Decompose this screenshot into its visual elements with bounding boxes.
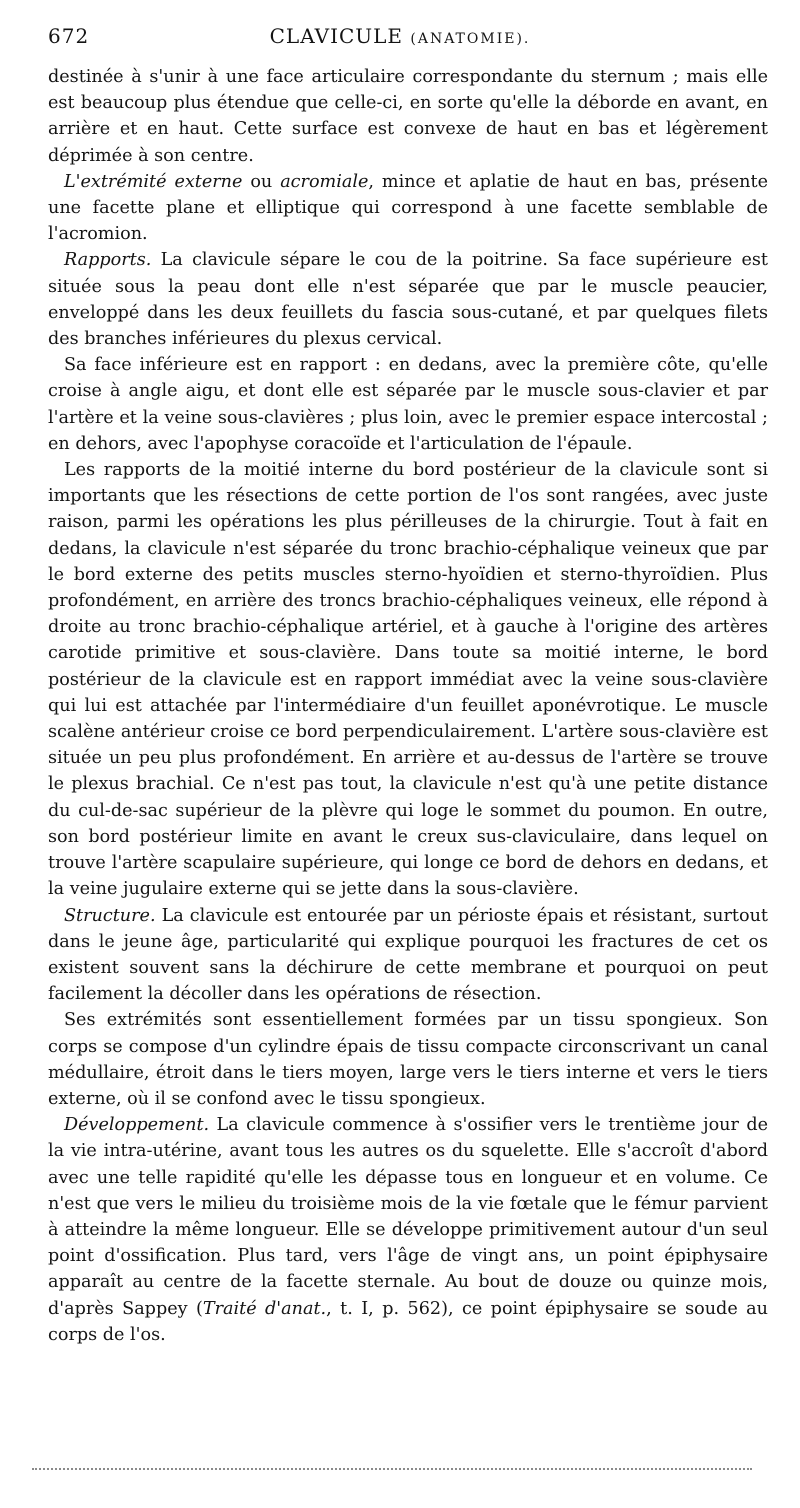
section-heading-developpement: Développement. (64, 1115, 210, 1136)
paragraph-text: destinée à s'unir à une face articulaire correspondante du sternum ; mais elle est beaucoup plus étendue que celle-ci, en sorte qu'elle la déborde en avant, en arrière et en haut. Cette surface est convexe de haut en bas et légèrement déprimée à son centre. (48, 67, 768, 166)
running-title-main: CLAVICULE (269, 24, 404, 48)
paragraph-text: La clavicule est entourée par un périoste épais et résistant, surtout dans le jeune âge, particularité qui explique pourquoi les fractures de cet os existent souvent sans la déchirure de cette membrane et pourquoi on peut facilement la décoller dans les opérations de résection. (48, 905, 768, 1005)
body-text (48, 64, 768, 1348)
paragraph-inferior-face (48, 352, 768, 457)
page-number: 672 (48, 24, 90, 48)
running-title-subtitle: (ANATOMIE). (410, 31, 531, 47)
paragraph-text: ou (242, 171, 281, 192)
footer-dotted-rule (32, 1468, 752, 1470)
term-acromial: acromiale (280, 171, 369, 192)
paragraph-text: , mince et aplatie de haut en bas, présente une facette plane et elliptique qui correspond à une facette semblable de l'acromion. (48, 171, 768, 245)
term-external-extremity: L'extrémité externe (64, 171, 243, 192)
paragraph-sternal-surface (48, 64, 768, 169)
running-title (48, 24, 752, 48)
section-heading-structure: Structure. (64, 905, 156, 926)
paragraph-text: Les rapports de la moitié interne du bord postérieur de la clavicule sont si importants que les résections de cette portion de l'os sont rangées, avec juste raison, parmi les opérations les plus périlleuses de la chirurgie. Tout à fait en dedans, la clavicule n'est séparée du tronc brachio-céphalique veineux que par le bord externe des petits muscles sterno-hyoïdien et sterno-thyroïdien. Plus profondément, en arrière des troncs brachio-céphaliques veineux, elle répond à droite au tronc brachio-céphalique artériel, et à gauche à l'origine des artères carotide primitive et sous-clavière. Dans toute sa moitié interne, le bord postérieur de la clavicule est en rapport immédiat avec la veine sous-clavière qui lui est attachée par l'intermédiaire d'un feuillet aponévrotique. Le muscle scalène antérieur croise ce bord perpendiculairement. L'artère sous-clavière est située un peu plus profondément. En arrière et au-dessus de l'artère se trouve le plexus brachial. Ce n'est pas tout, la clavicule n'est qu'à une petite distance du cul-de-sac supérieur de la plèvre qui loge le sommet du poumon. En outre, son bord postérieur limite en avant le creux sus-claviculaire, dans lequel on trouve l'artère scapulaire supérieure, qui longe ce bord de dehors en dedans, et la veine jugulaire externe qui se jette dans la sous-clavière. (48, 460, 768, 900)
section-heading-rapports: Rapports. (64, 250, 152, 271)
paragraph-structure (48, 903, 768, 1008)
citation-title: Traité d'anat. (202, 1298, 327, 1319)
paragraph-text: , t. I, p. 562), ce point épiphysaire se soude au corps de l'os. (48, 1298, 768, 1345)
paragraph-developpement (48, 1112, 768, 1348)
page-header (48, 24, 752, 54)
paragraph-spongy-tissue (48, 1007, 768, 1112)
paragraph-text: La clavicule sépare le cou de la poitrine. Sa face supérieure est située sous la peau dont elle n'est séparée que par le muscle peaucier, enveloppé dans les deux feuillets du fascia sous-cutané, et par quelques filets des branches inférieures du plexus cervical. (48, 250, 768, 350)
paragraph-rapports (48, 247, 768, 352)
paragraph-external-extremity (48, 169, 768, 248)
paragraph-text: La clavicule commence à s'ossifier vers le trentième jour de la vie intra-utérine, avant tous les autres os du squelette. Elle s'accroît d'abord avec une telle rapidité qu'elle les dépasse tous en longueur et en volume. Ce n'est que vers le milieu du troisième mois de la vie fœtale que le fémur parvient à atteindre la même longueur. Elle se développe primitivement autour d'un seul point d'ossification. Plus tard, vers l'âge de vingt ans, un point épiphysaire apparaît au centre de la facette sternale. Au bout de douze ou quinze mois, d'après Sappey ( (48, 1115, 768, 1319)
paragraph-text: Sa face inférieure est en rapport : en dedans, avec la première côte, qu'elle croise à angle aigu, et dont elle est séparée par le muscle sous-clavier et par l'artère et la veine sous-clavières ; plus loin, avec le premier espace intercostal ; en dehors, avec l'apophyse coracoïde et l'articulation de l'épaule. (48, 355, 768, 454)
paragraph-posterior-border (48, 457, 768, 902)
paragraph-text: Ses extrémités sont essentiellement formées par un tissu spongieux. Son corps se compose d'un cylindre épais de tissu compacte circonscrivant un canal médullaire, étroit dans le tiers moyen, large vers le tiers interne et vers le tiers externe, où il se confond avec le tissu spongieux. (48, 1010, 768, 1109)
